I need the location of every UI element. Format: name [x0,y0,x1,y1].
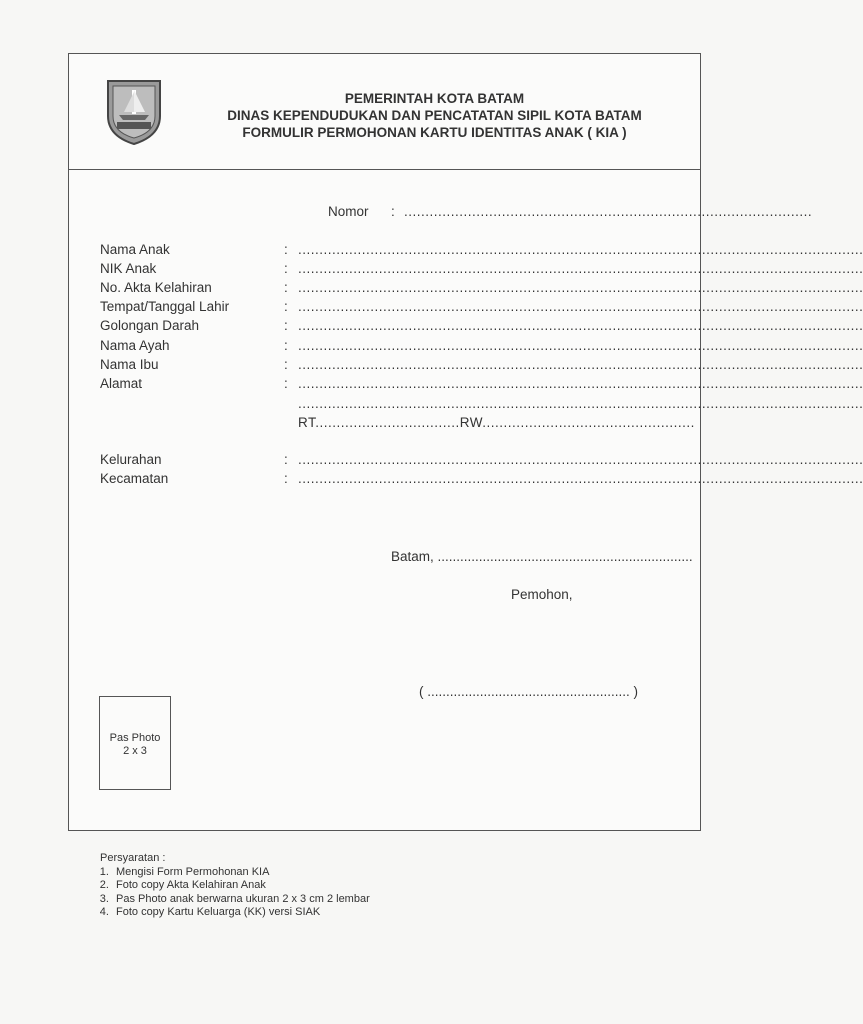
field-label: Nama Ayah [100,338,170,353]
alamat-field[interactable]: ..................................................................................................................................... [298,376,863,391]
requirements-list [100,866,370,920]
colon: : [284,452,288,467]
requirements [100,852,370,920]
field-label: NIK Anak [100,261,157,276]
colon: : [284,242,288,257]
field-label: Alamat [100,376,143,391]
signature-text: ( ...................................................... ) [419,684,639,699]
nama-anak-field[interactable]: ..................................................................................................................................... [298,242,863,257]
kelurahan-field[interactable]: ..................................................................................................................................... [298,452,863,467]
colon: : [284,471,288,486]
agency-title: DINAS KEPENDUDUKAN DAN PENCATATAN SIPIL KOTA BATAM [227,108,642,123]
rt-rw-field[interactable]: RT..................................RW.................................................. [298,415,695,430]
field-label: Kecamatan [100,471,169,486]
colon: : [284,280,288,295]
requirements-title: Persyaratan : [100,852,166,864]
form-title: FORMULIR PERMOHONAN KARTU IDENTITAS ANAK ( KIA ) [242,125,627,140]
field-label: Tempat/Tanggal Lahir [100,299,230,314]
list-item: 3. Pas Photo anak berwarna ukuran 2 x 3 cm 2 lembar [112,893,370,907]
colon: : [391,204,395,219]
government-title: PEMERINTAH KOTA BATAM [344,91,525,106]
kecamatan-field[interactable]: ..................................................................................................................................... [298,471,863,486]
form-header [69,54,700,170]
field-label: Golongan Darah [100,318,200,333]
signature-field[interactable] [419,684,674,699]
colon: : [284,299,288,314]
golongan-darah-field[interactable]: ..................................................................................................................................... [298,318,863,333]
colon: : [284,338,288,353]
colon: : [284,357,288,372]
list-item: 4. Foto copy Kartu Keluarga (KK) versi SIAK [112,906,370,920]
field-label: Nama Ibu [100,357,159,372]
form-frame [68,53,863,831]
batam-emblem-icon [105,78,163,146]
colon: : [284,318,288,333]
tempat-tanggal-lahir-field[interactable]: ..................................................................................................................................... [298,299,863,314]
nik-anak-field[interactable]: ..................................................................................................................................... [298,261,863,276]
list-item: 2. Foto copy Akta Kelahiran Anak [112,879,370,893]
colon: : [284,376,288,391]
photo-label: Pas Photo [109,732,161,744]
form-title-block [169,90,700,141]
akta-kelahiran-field[interactable]: ..................................................................................................................................... [298,280,863,295]
place-date[interactable] [391,549,693,564]
photo-size: 2 x 3 [123,745,147,757]
list-item: 1. Mengisi Form Permohonan KIA [112,866,370,880]
place-date-text: Batam, .................................................................... [391,549,693,564]
photo-box [99,696,171,790]
nomor-field[interactable]: ................................................................................................ [404,204,813,219]
field-label: No. Akta Kelahiran [100,280,212,295]
nama-ibu-field[interactable]: ..................................................................................................................................... [298,357,863,372]
field-label: Nama Anak [100,242,170,257]
alamat-field-line2[interactable]: ..................................................................................................................................... [298,396,863,411]
nomor-label: Nomor [328,204,369,219]
colon: : [284,261,288,276]
pemohon-label: Pemohon, [511,587,573,602]
field-label: Kelurahan [100,452,162,467]
nama-ayah-field[interactable]: ..................................................................................................................................... [298,338,863,353]
